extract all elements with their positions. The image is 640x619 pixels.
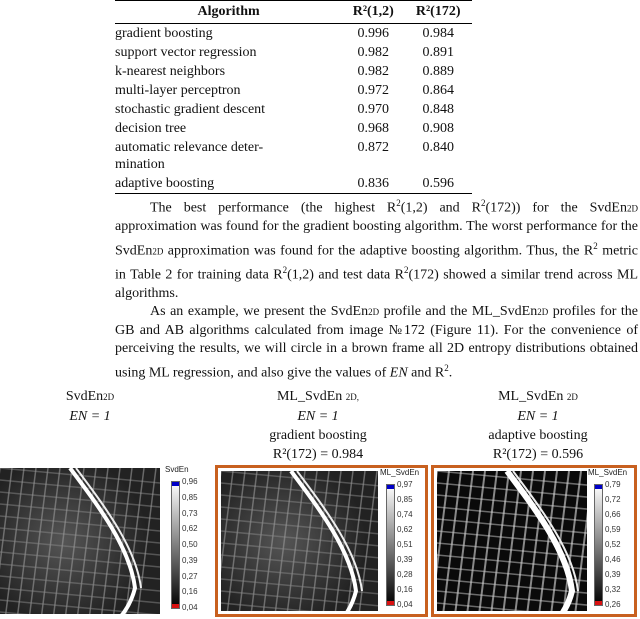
caption-title: ML_SvdEn 2D <box>498 389 578 405</box>
colorbar-tick-label: 0,73 <box>182 508 198 518</box>
algorithm-cell: k-nearest neighbors <box>115 64 226 79</box>
caption-algorithm: adaptive boosting <box>488 428 588 444</box>
caption-title: ML_SvdEn 2D, <box>276 389 360 405</box>
colorbar <box>171 481 180 609</box>
figure-captions <box>0 387 640 465</box>
caption-algorithm: gradient boosting <box>269 428 367 444</box>
caption-r2: R²(172) = 0.984 <box>272 447 364 463</box>
value-cell: 0.848 <box>422 102 454 117</box>
colorbar-tick-label: 0,50 <box>182 540 198 550</box>
table-row <box>115 119 472 138</box>
col-header: R²(1,2) <box>342 1 404 24</box>
colorbar-tick-label: 0,96 <box>182 477 198 487</box>
table-row <box>115 81 472 100</box>
value-cell: 0.596 <box>404 174 472 194</box>
ml-entropy-map-panel <box>215 465 428 617</box>
value-cell: 0.872 <box>357 140 390 155</box>
table-row <box>115 62 472 81</box>
algorithm-cell: adaptive boosting <box>115 174 342 194</box>
value-cell: 0.889 <box>422 64 454 79</box>
colorbar <box>386 484 395 606</box>
caption-en: EN = 1 <box>69 409 111 425</box>
colorbar-tick-label: 0,39 <box>182 555 198 565</box>
caption-en: EN = 1 <box>517 409 559 425</box>
value-cell: 0.972 <box>357 83 390 98</box>
colorbar-tick-label: 0,04 <box>182 603 198 613</box>
algorithm-cell: gradient boosting <box>115 26 213 41</box>
entropy-map-image <box>437 471 587 611</box>
caption-title: SvdEn2D <box>65 389 115 405</box>
entropy-map-panel <box>0 465 208 617</box>
caption-en: EN = 1 <box>297 409 339 425</box>
algorithm-cell: automatic relevance deter- mination <box>115 140 264 172</box>
colorbar-tick-label: 0,39 <box>397 555 413 565</box>
colorbar-tick-label: 0,85 <box>182 492 198 502</box>
colorbar-tick-label: 0,16 <box>182 587 198 597</box>
value-cell: 0.840 <box>422 140 454 155</box>
figure-panels <box>0 465 640 619</box>
caption-r2: R²(172) = 0.596 <box>492 447 584 463</box>
colorbar-tick-label: 0,62 <box>182 524 198 534</box>
value-cell: 0.996 <box>357 26 390 41</box>
colorbar-tick-label: 0,16 <box>397 585 413 595</box>
table-row <box>115 24 472 44</box>
algorithm-cell: support vector regression <box>115 45 257 60</box>
algorithm-cell: decision tree <box>115 121 187 136</box>
col-header: R²(172) <box>404 1 472 24</box>
panel-caption <box>0 387 180 426</box>
value-cell: 0.864 <box>422 83 454 98</box>
value-cell: 0.982 <box>357 45 390 60</box>
colorbar-tick-label: 0,46 <box>605 555 621 565</box>
colorbar-tick-label: 0,62 <box>397 525 413 535</box>
value-cell: 0.968 <box>357 121 390 136</box>
value-cell: 0.891 <box>422 45 454 60</box>
colorbar <box>594 484 603 606</box>
table-row <box>115 43 472 62</box>
value-cell: 0.836 <box>342 174 404 194</box>
colorbar-tick-label: 0,51 <box>397 540 413 550</box>
ml-entropy-map-panel <box>431 465 637 617</box>
panel-caption <box>228 387 408 464</box>
colorbar-tick-label: 0,04 <box>397 600 413 610</box>
colorbar-tick-label: 0,28 <box>397 570 413 580</box>
algorithm-cell: multi-layer perceptron <box>115 83 241 98</box>
col-header: Algorithm <box>115 1 342 24</box>
colorbar-tick-label: 0,74 <box>397 510 413 520</box>
value-cell: 0.982 <box>357 64 390 79</box>
colorbar-tick-label: 0,72 <box>605 495 621 505</box>
colorbar-tick-label: 0,66 <box>605 510 621 520</box>
value-cell: 0.970 <box>357 102 390 117</box>
value-cell: 0.908 <box>422 121 454 136</box>
algorithm-cell: stochastic gradient descent <box>115 102 266 117</box>
colorbar-tick-label: 0,79 <box>605 480 621 490</box>
entropy-map-image <box>0 468 160 614</box>
value-cell: 0.984 <box>422 26 454 41</box>
paragraph-2: As an example, we present the SvdEn2D profile and the ML_SvdEn2D profiles for the GB and AB algorithms calculated from image №172 (Figure 11). For the convenience of perceiving the results, we will circle in a brown frame all 2D entropy distributions obtained using ML regression, and also give the values of EN and $R^2$. <box>115 304 638 381</box>
colorbar-title: ML_SvdEn <box>588 468 628 478</box>
colorbar-tick-label: 0,59 <box>605 525 621 535</box>
paragraph-1: The best performance (the highest $R^2(1,2)$ and $R^2(172)$) for the SvdEn2D approximation was found for the gradient boosting algorithm. The worst performance for the SvdEn2D approximation was found for the adaptive boosting algorithm. Thus, the $R^2$ metric in Table 2 for training data $R^2(1,2)$ and test data $R^2(172)$ showed a similar trend across ML algorithms. <box>115 198 638 301</box>
colorbar-tick-label: 0,27 <box>182 571 198 581</box>
colorbar-tick-label: 0,26 <box>605 600 621 610</box>
panel-caption <box>448 387 628 464</box>
colorbar-tick-label: 0,85 <box>397 495 413 505</box>
colorbar-tick-label: 0,32 <box>605 585 621 595</box>
colorbar-tick-label: 0,52 <box>605 540 621 550</box>
results-table <box>115 0 472 194</box>
table-row <box>115 138 472 174</box>
colorbar-title: ML_SvdEn <box>380 468 420 478</box>
colorbar-tick-label: 0,39 <box>605 570 621 580</box>
table-row <box>115 174 472 194</box>
colorbar-tick-label: 0,97 <box>397 480 413 490</box>
colorbar-title: SvdEn <box>165 465 189 475</box>
table-row <box>115 100 472 119</box>
entropy-map-image <box>221 471 378 611</box>
